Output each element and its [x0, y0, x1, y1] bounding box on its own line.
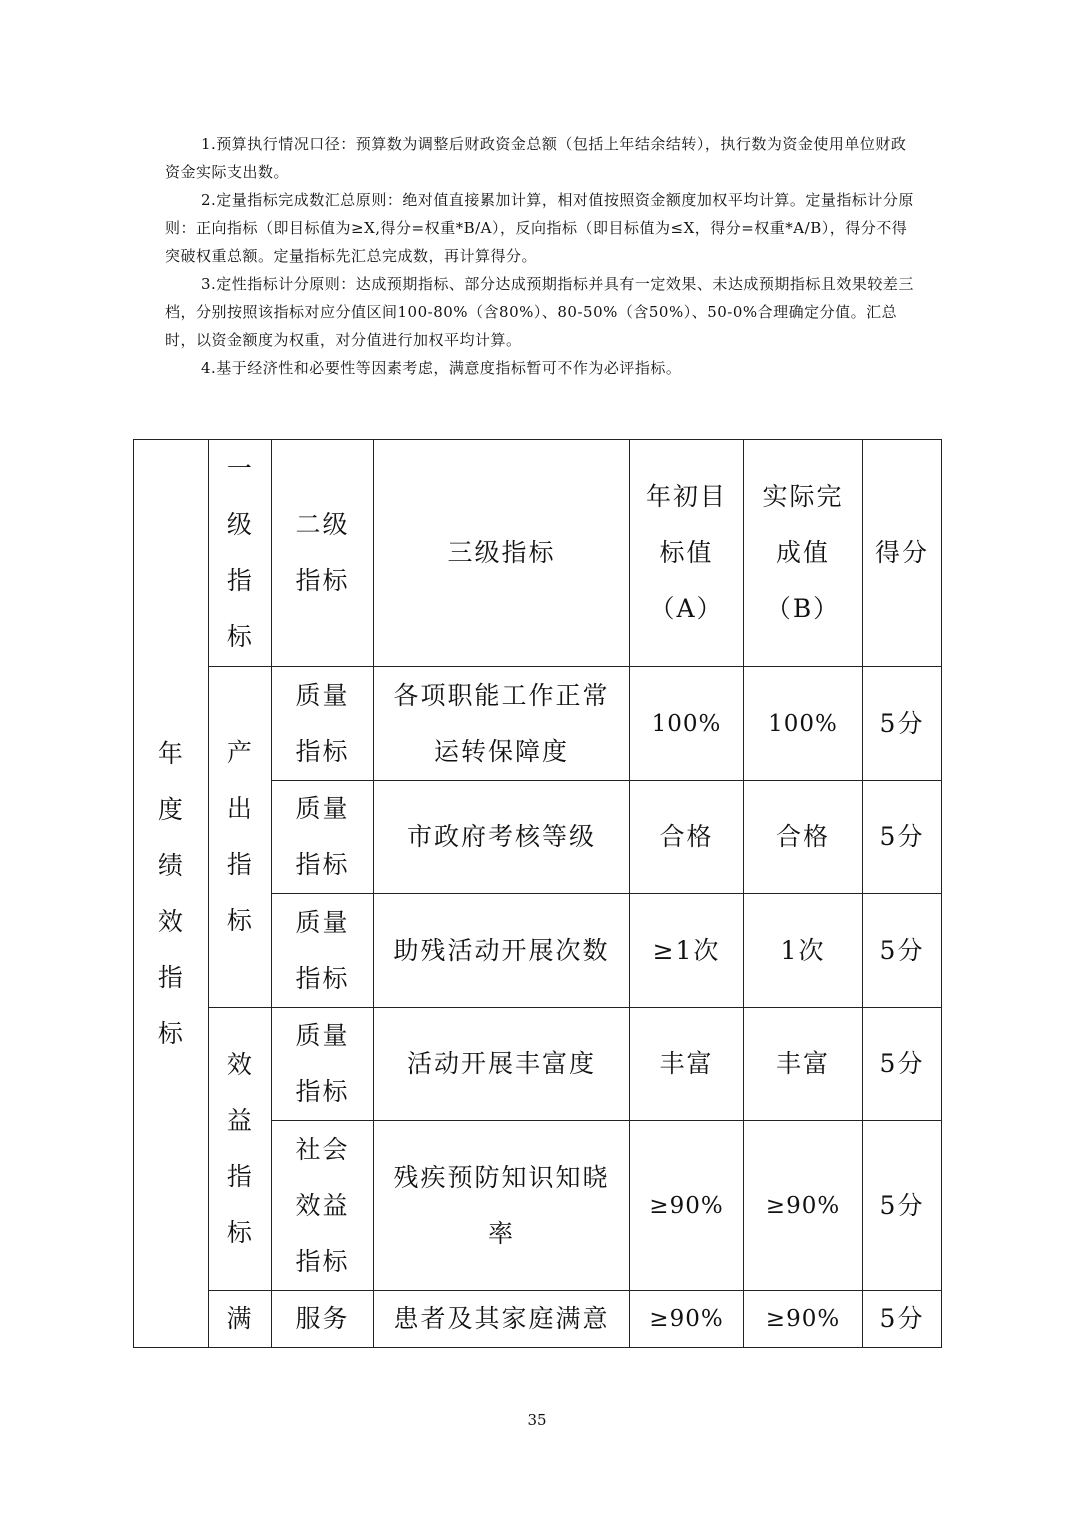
- level1-benefit: 效益指标: [209, 1008, 272, 1291]
- target-cell: 100%: [630, 667, 744, 781]
- level3-cell: 患者及其家庭满意: [374, 1291, 630, 1348]
- performance-table: [133, 439, 942, 1348]
- table-row: [134, 1291, 942, 1348]
- level1-output: 产出指标: [209, 667, 272, 1008]
- group-label: 年度绩效指标: [157, 738, 185, 1048]
- target-cell: ≥90%: [630, 1291, 744, 1348]
- header-level3: 三级指标: [374, 440, 630, 667]
- actual-cell: ≥90%: [744, 1121, 863, 1291]
- target-cell: ≥1次: [630, 894, 744, 1008]
- table-row: [134, 1008, 942, 1121]
- level3-cell: 活动开展丰富度: [374, 1008, 630, 1121]
- score-cell: 5分: [863, 667, 942, 781]
- header-level2: 二级指标: [272, 440, 374, 667]
- score-cell: 5分: [863, 781, 942, 894]
- level2-cell: 质量指标: [272, 667, 374, 781]
- note-3: 3.定性指标计分原则：达成预期指标、部分达成预期指标并具有一定效果、未达成预期指标且效果较差三档，分别按照该指标对应分值区间100-80%（含80%）、80-50%（含50%）、50-0%合理确定分值。汇总时，以资金额度为权重，对分值进行加权平均计算。: [165, 275, 914, 349]
- actual-cell: 100%: [744, 667, 863, 781]
- header-level1: 一级指标: [209, 440, 272, 667]
- header-target: 年初目标值（A）: [630, 440, 744, 667]
- level2-cell: 质量指标: [272, 781, 374, 894]
- actual-cell: ≥90%: [744, 1291, 863, 1348]
- header-actual: 实际完成值（B）: [744, 440, 863, 667]
- level2-cell: 社会效益指标: [272, 1121, 374, 1291]
- page-number: 35: [527, 1411, 547, 1429]
- level3-cell: 市政府考核等级: [374, 781, 630, 894]
- notes-section: [165, 130, 915, 382]
- actual-cell: 1次: [744, 894, 863, 1008]
- level3-cell: 残疾预防知识知晓率: [374, 1121, 630, 1291]
- score-cell: 5分: [863, 894, 942, 1008]
- actual-cell: 丰富: [744, 1008, 863, 1121]
- score-cell: 5分: [863, 1008, 942, 1121]
- header-row: [134, 440, 942, 667]
- score-cell: 5分: [863, 1291, 942, 1348]
- level3-cell: 各项职能工作正常运转保障度: [374, 667, 630, 781]
- note-1: 1.预算执行情况口径：预算数为调整后财政资金总额（包括上年结余结转），执行数为资金使用单位财政资金实际支出数。: [165, 135, 907, 181]
- level3-cell: 助残活动开展次数: [374, 894, 630, 1008]
- target-cell: 合格: [630, 781, 744, 894]
- target-cell: 丰富: [630, 1008, 744, 1121]
- group-label-cell: [134, 440, 209, 1348]
- level1-satisfaction: 满: [209, 1291, 272, 1348]
- actual-cell: 合格: [744, 781, 863, 894]
- note-2: 2.定量指标完成数汇总原则：绝对值直接累加计算，相对值按照资金额度加权平均计算。定量指标计分原则：正向指标（即目标值为≥X,得分=权重*B/A），反向指标（即目标值为≤X，得分=权重*A/B），得分不得突破权重总额。定量指标先汇总完成数，再计算得分。: [165, 191, 914, 265]
- target-cell: ≥90%: [630, 1121, 744, 1291]
- table-row: [134, 667, 942, 781]
- score-cell: 5分: [863, 1121, 942, 1291]
- note-4: 4.基于经济性和必要性等因素考虑，满意度指标暂可不作为必评指标。: [201, 359, 682, 377]
- level2-cell: 服务: [272, 1291, 374, 1348]
- level2-cell: 质量指标: [272, 894, 374, 1008]
- header-score: 得分: [863, 440, 942, 667]
- level2-cell: 质量指标: [272, 1008, 374, 1121]
